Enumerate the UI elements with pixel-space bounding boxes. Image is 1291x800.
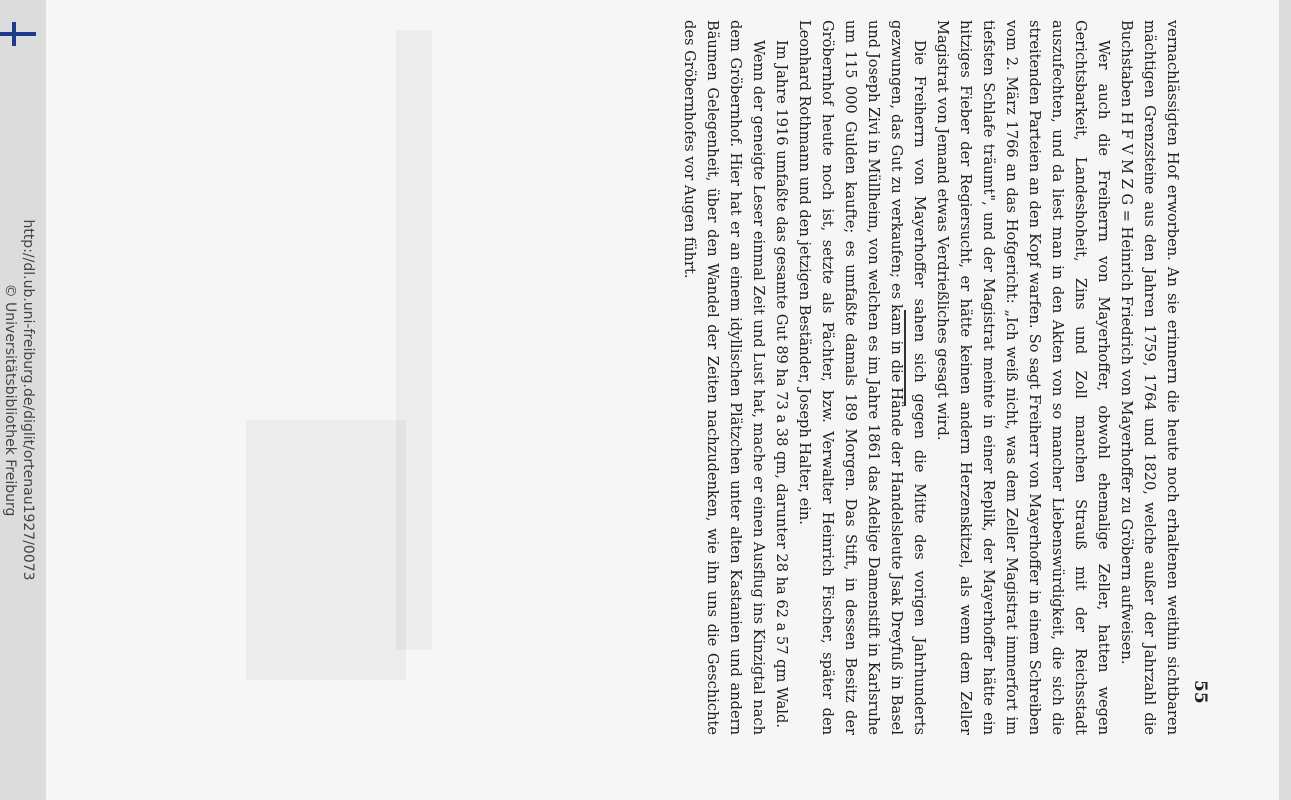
watermark xyxy=(0,0,46,800)
watermark-copyright: © Universitätsbibliothek Freiburg xyxy=(2,283,18,517)
body-text xyxy=(678,20,1184,735)
paragraph: Wer auch die Freiherrn von Mayerhoffer, obwohl ehemalige Zeller, hatten wegen Gerichtsbarkeit, Landeshoheit, Zins und Zoll manchen Strauß mit der Reichsstadt auszufechten, und da liest man in den Akten von so mancher Liebenswürdigkeit, die sich die streitenden Parteien an den Kopf warfen. So sagt Freiherr von Mayerhoffer in einem Schreiben vom 2. März 1766 an das Hofgericht: „Ich weiß nicht, was dem Zeller Magistrat immerfort im tiefsten Schlafe träumt", und der Magistrat meinte in einer Replik, der Mayerhoffer hätte ein hitziges Fieber der Regiersucht, er hätte keinen andern Herzenskitzel, als wenn dem Zeller Magistrat von Jemand etwas Verdrießliches gesagt wird. xyxy=(934,20,1112,735)
paragraph: Die Freiherrn von Mayerhoffer sahen sich gegen die Mitte des vorigen Jahrhunderts gezwungen, das Gut zu verkaufen; es kam in die Hände der Handelsleute Jsak Dreyfuß in Basel und Joseph Zivi in Müllheim, von welchen es im Jahre 1861 das Adelige Damenstift in Karlsruhe um 115 000 Gulden kaufte; es umfaßte damals 189 Morgen. Das Stift, in dessen Besitz der Gröbernhof heute noch ist, setzte als Pächter, bzw. Verwalter Heinrich Fischer, später den Leonhard Rothmann und den jetzigen Beständer, Joseph Halter, ein. xyxy=(796,20,928,735)
watermark-url: http://dl.ub.uni-freiburg.de/diglit/ortenau1927/0073 xyxy=(20,219,36,581)
paragraph: vernachlässigten Hof erworben. An sie erinnern die heute noch erhaltenen weithin sichtbaren mächtigen Grenzsteine aus den Jahren 1759, 1764 und 1820, welche außer der Jahrzahl die Buchstaben H F V M Z G = Heinrich Friedrich von Mayerhoffer zu Gröbern aufweisen. xyxy=(1118,20,1181,735)
paragraph: Im Jahre 1916 umfaßte das gesamte Gut 89 ha 73 a 38 qm, darunter 28 ha 62 a 57 qm Wald. xyxy=(773,40,790,729)
rotated-page-content xyxy=(46,0,1279,780)
scanned-page xyxy=(46,0,1279,800)
page-number: 55 xyxy=(1190,680,1210,704)
right-margin-strip xyxy=(1279,0,1291,800)
paragraph: Wenn der geneigte Leser einmal Zeit und Lust hat, mache er einen Ausflug ins Kinzigtal nach dem Gröbernhof. Hier hat er an einem idyllischen Plätzchen unter alten Kastanien und andern Bäumen Gelegenheit, über den Wandel der Zeiten nachzudenken, wie ihn uns die Geschichte des Gröbernhofes vor Augen führt. xyxy=(681,20,767,735)
